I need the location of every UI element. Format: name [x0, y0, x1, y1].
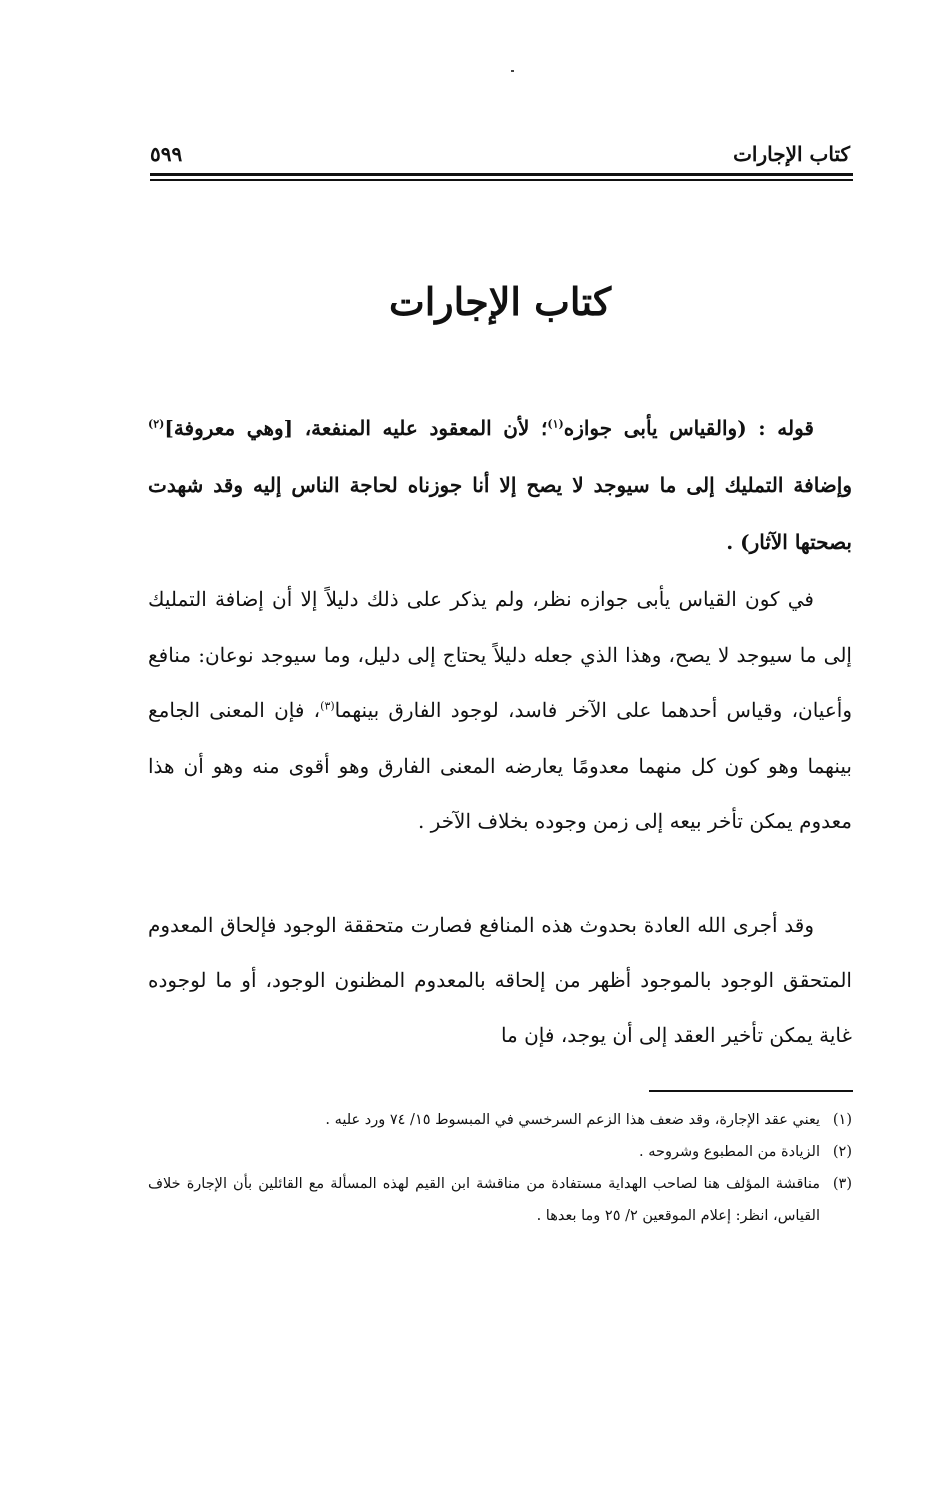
footnote-number: (٣)	[832, 1176, 852, 1192]
header-rule-thick	[150, 173, 853, 176]
commentary-block-2	[148, 898, 852, 1063]
chapter-title: كتاب الإجارات	[388, 279, 612, 324]
footnote-2	[148, 1136, 852, 1168]
commentary-text-1a: في كون القياس يأبى جوازه نظر، ولم يذكر على ذلك دليلاً إلا أن إضافة التمليك إلى ما سيوجد لا يصح، وهذا الذي جعله دليلاً يحتاج إلى دليل، وما سيوجد نوعان: منافع وأعيان، وقياس أحدهما على الآخر فاسد، لوجود الفارق بينهما	[148, 587, 852, 722]
quoted-text-block	[148, 400, 852, 571]
footnote-1	[148, 1104, 852, 1136]
running-title: كتاب الإجارات	[733, 142, 850, 166]
commentary-text-1b: ، فإن المعنى الجامع بينهما وهو كون كل منهما معدومًا يعارضه المعنى الفارق وهو أقوى منه وهو أن هذا معدوم يمكن تأخر بيعه إلى زمن وجوده بخلاف الآخر .	[148, 698, 852, 833]
quote-text-3: وإضافة التمليك إلى ما سيوجد لا يصح إلا أنا جوزناه لحاجة الناس إليه وقد شهدت بصحتها الآثار) .	[148, 473, 852, 554]
running-header	[150, 136, 850, 172]
footnote-text: مناقشة المؤلف هنا لصاحب الهداية مستفادة من مناقشة ابن القيم لهذه المسألة مع القائلين بأن الإجارة خلاف القياس، انظر: إعلام الموقعين ٢/ ٢٥ وما بعدها .	[148, 1176, 820, 1224]
footnote-number: (٢)	[832, 1144, 852, 1160]
footnote-3	[148, 1168, 852, 1232]
commentary-block-1	[148, 572, 852, 850]
page-number: ٥٩٩	[150, 142, 183, 166]
commentary-paragraph-2: وقد أجرى الله العادة بحدوث هذه المنافع فصارت متحققة الوجود فإلحاق المعدوم المتحقق الوجود بالموجود أظهر من إلحاقه بالمعدوم المظنون الوجود، أو ما لوجوده غاية يمكن تأخير العقد إلى أن يوجد، فإن ما	[148, 913, 852, 1047]
footnote-separator	[649, 1090, 853, 1092]
footnotes	[148, 1104, 852, 1232]
footnote-text: الزيادة من المطبوع وشروحه .	[639, 1144, 820, 1160]
footnote-ref-2: (٢)	[148, 417, 165, 431]
scan-speck	[511, 70, 514, 72]
header-rule-thin	[150, 179, 853, 181]
quote-text-2: ؛ لأن المعقود عليه المنفعة، [وهي معروفة]	[164, 416, 548, 440]
footnote-ref-1: (١)	[547, 417, 564, 431]
commentary-paragraph-1	[148, 572, 852, 850]
footnote-number: (١)	[832, 1112, 852, 1128]
footnote-text: يعني عقد الإجارة، وقد ضعف هذا الزعم السرخسي في المبسوط ١٥/ ٧٤ ورد عليه .	[325, 1112, 820, 1128]
quoted-paragraph	[148, 400, 852, 571]
footnote-ref-3: (٣)	[320, 699, 335, 713]
quote-text-1: قوله : (والقياس يأبى جوازه	[563, 416, 814, 440]
